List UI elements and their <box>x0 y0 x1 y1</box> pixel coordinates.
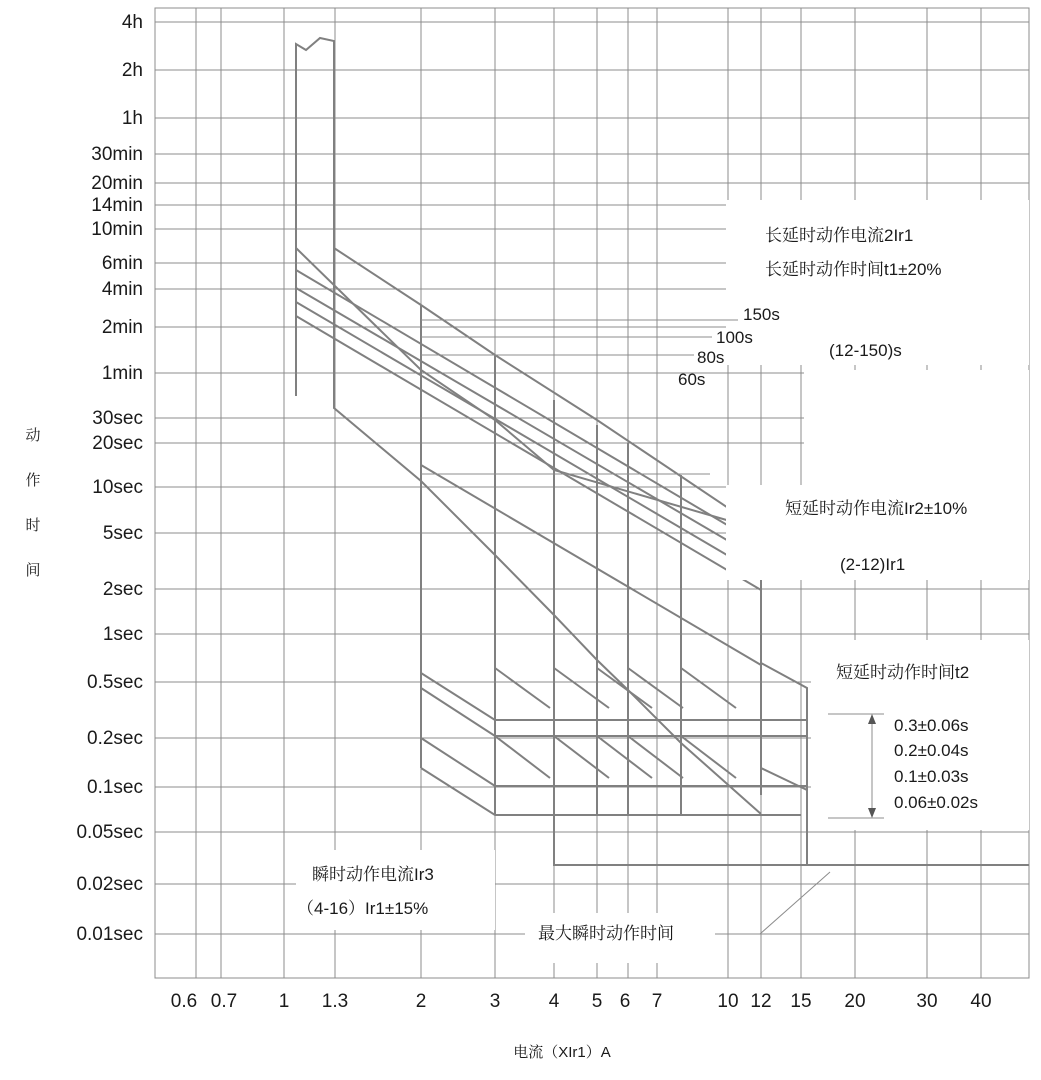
y-axis-label <box>25 427 40 579</box>
x-tick-label: 0.6 <box>170 991 198 1012</box>
long-delay-band-f <box>296 316 761 590</box>
y-tick-label: 0.1sec <box>87 777 143 798</box>
long-delay-band-a <box>296 248 761 530</box>
y-tick-label: 10min <box>91 219 143 240</box>
max-instantaneous-leader <box>718 872 830 934</box>
long-delay-setting-60s: 60s <box>678 370 706 389</box>
y-tick-label: 1min <box>101 363 143 384</box>
x-axis-ticks <box>171 991 992 1012</box>
y-tick-label: 6min <box>101 253 143 274</box>
x-tick-label: 15 <box>790 991 812 1012</box>
y-tick-label: 20sec <box>92 433 143 454</box>
x-tick-label: 7 <box>651 991 663 1012</box>
short-delay-band-1 <box>421 688 807 736</box>
long-delay-setting-100s: 100s <box>716 328 753 347</box>
x-tick-label: 1.3 <box>321 991 349 1012</box>
y-axis-ticks <box>76 12 143 945</box>
y-tick-label: 4h <box>121 12 143 33</box>
y-tick-label: 2sec <box>102 579 143 600</box>
long-delay-band-c <box>296 270 761 545</box>
short-delay-time-label: 短延时动作时间t2 <box>836 663 970 682</box>
long-delay-setting-150s: 150s <box>743 305 780 324</box>
short-delay-step-a-1 <box>554 668 609 708</box>
y-tick-label: 0.05sec <box>76 822 143 843</box>
label-panel-1 <box>804 370 1029 485</box>
short-delay-step-b-3 <box>628 736 683 778</box>
y-tick-label: 2min <box>101 317 143 338</box>
label-panel-4 <box>296 850 495 930</box>
y-tick-label: 30sec <box>92 408 143 429</box>
short-delay-current-label: 短延时动作电流Ir2±10% <box>785 499 968 518</box>
long-delay-range-label: (12-150)s <box>829 341 902 360</box>
long-delay-current-label: 长延时动作电流2Ir1 <box>765 226 914 245</box>
short-delay-step-b-1 <box>554 736 609 778</box>
short-delay-step-a-2 <box>597 668 652 708</box>
y-tick-label: 0.2sec <box>87 728 143 749</box>
short-delay-right-edge <box>761 663 807 865</box>
x-tick-label: 20 <box>844 991 866 1012</box>
y-tick-label: 20min <box>91 173 143 194</box>
x-tick-label: 40 <box>970 991 992 1012</box>
long-delay-setting-80s: 80s <box>697 348 725 367</box>
short-delay-setting-3: 0.06±0.02s <box>894 793 979 812</box>
max-instantaneous-time-label: 最大瞬时动作时间 <box>538 924 674 943</box>
y-tick-label: 0.5sec <box>87 672 143 693</box>
short-delay-range-label: (2-12)Ir1 <box>840 555 906 574</box>
y-tick-label: 5sec <box>102 523 143 544</box>
short-delay-setting-0: 0.3±0.06s <box>894 716 969 735</box>
y-tick-label: 14min <box>91 195 143 216</box>
y-tick-label: 4min <box>101 279 143 300</box>
long-delay-band-b <box>334 248 761 530</box>
short-delay-setting-2: 0.1±0.03s <box>894 767 969 786</box>
y-tick-label: 0.01sec <box>76 924 143 945</box>
short-delay-step-b-2 <box>597 736 652 778</box>
y-tick-label: 2h <box>121 60 143 81</box>
svg-text:动作时间: 动作时间 <box>25 427 41 579</box>
y-tick-label: 1sec <box>102 624 143 645</box>
long-delay-band-d <box>296 288 761 560</box>
y-tick-label: 10sec <box>92 477 143 498</box>
short-delay-step-a-0 <box>495 668 550 708</box>
short-delay-band-2 <box>421 738 807 786</box>
long-delay-time-label: 长延时动作时间t1±20% <box>765 260 942 279</box>
x-tick-label: 12 <box>750 991 772 1012</box>
x-tick-label: 1 <box>278 991 290 1012</box>
x-axis-label: 电流（XIr1）A <box>513 1044 611 1061</box>
x-tick-label: 10 <box>717 991 739 1012</box>
x-tick-label: 2 <box>415 991 427 1012</box>
label-panels <box>296 200 1029 963</box>
instantaneous-range-label: （4-16）Ir1±15% <box>297 899 429 918</box>
short-delay-step-b-0 <box>495 736 550 778</box>
instantaneous-current-label: 瞬时动作电流Ir3 <box>312 865 434 884</box>
x-tick-label: 0.7 <box>210 991 238 1012</box>
short-delay-step-a-3 <box>628 668 683 708</box>
x-tick-label: 5 <box>591 991 603 1012</box>
x-tick-label: 30 <box>916 991 938 1012</box>
x-tick-label: 3 <box>489 991 501 1012</box>
x-tick-label: 4 <box>548 991 560 1012</box>
y-tick-label: 0.02sec <box>76 874 143 895</box>
long-delay-band-e <box>296 302 761 575</box>
short-delay-setting-1: 0.2±0.04s <box>894 741 969 760</box>
y-tick-label: 30min <box>91 144 143 165</box>
y-tick-label: 1h <box>121 108 143 129</box>
x-tick-label: 6 <box>619 991 631 1012</box>
